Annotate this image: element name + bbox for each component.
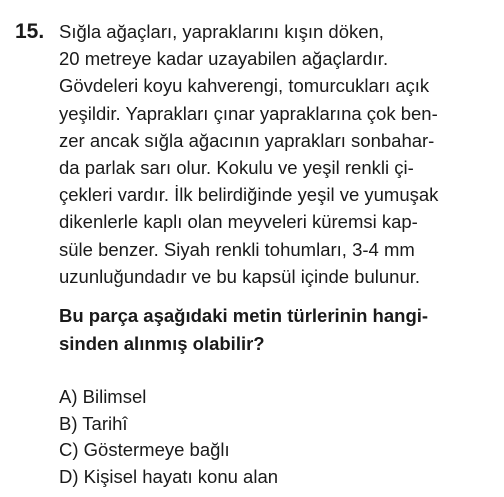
passage-line: 20 metreye kadar uzayabilen ağaçlardır. [59,48,389,70]
passage-text [59,18,489,290]
question-prompt [59,302,489,358]
passage-line: Gövdeleri koyu kahverengi, tomurcukları açık [59,75,430,97]
passage-line: süle benzer. Siyah renkli tohumları, 3-4 mm [59,238,415,260]
passage-line: zer ancak sığla ağacının yaprakları sonbahar- [59,129,435,151]
option-c[interactable]: C) Göstermeye bağlı [59,439,230,460]
option-a[interactable]: A) Bilimsel [59,386,147,407]
question-number: 15. [15,20,45,43]
passage-line: Sığla ağaçları, yapraklarını kışın döken, [59,21,384,42]
passage-line: uzunluğundadır ve bu kapsül içinde bulunur. [59,265,421,287]
prompt-line: sinden alınmış olabilir? [59,333,265,354]
option-b[interactable]: B) Tarihî [59,412,128,434]
prompt-line: Bu parça aşağıdaki metin türlerinin hangi- [59,305,429,326]
passage-line: çekleri vardır. İlk belirdiğinde yeşil ve yumuşak [59,184,439,206]
option-d[interactable]: D) Kişisel hayatı konu alan [59,465,279,487]
passage-line: yeşildir. Yaprakları çınar yapraklarına çok ben- [59,102,438,124]
passage-line: da parlak sarı olur. Kokulu ve yeşil renkli çi- [59,157,414,179]
passage-line: dikenlerle kaplı olan meyveleri küremsi kap- [59,211,418,233]
answer-options [59,384,489,490]
